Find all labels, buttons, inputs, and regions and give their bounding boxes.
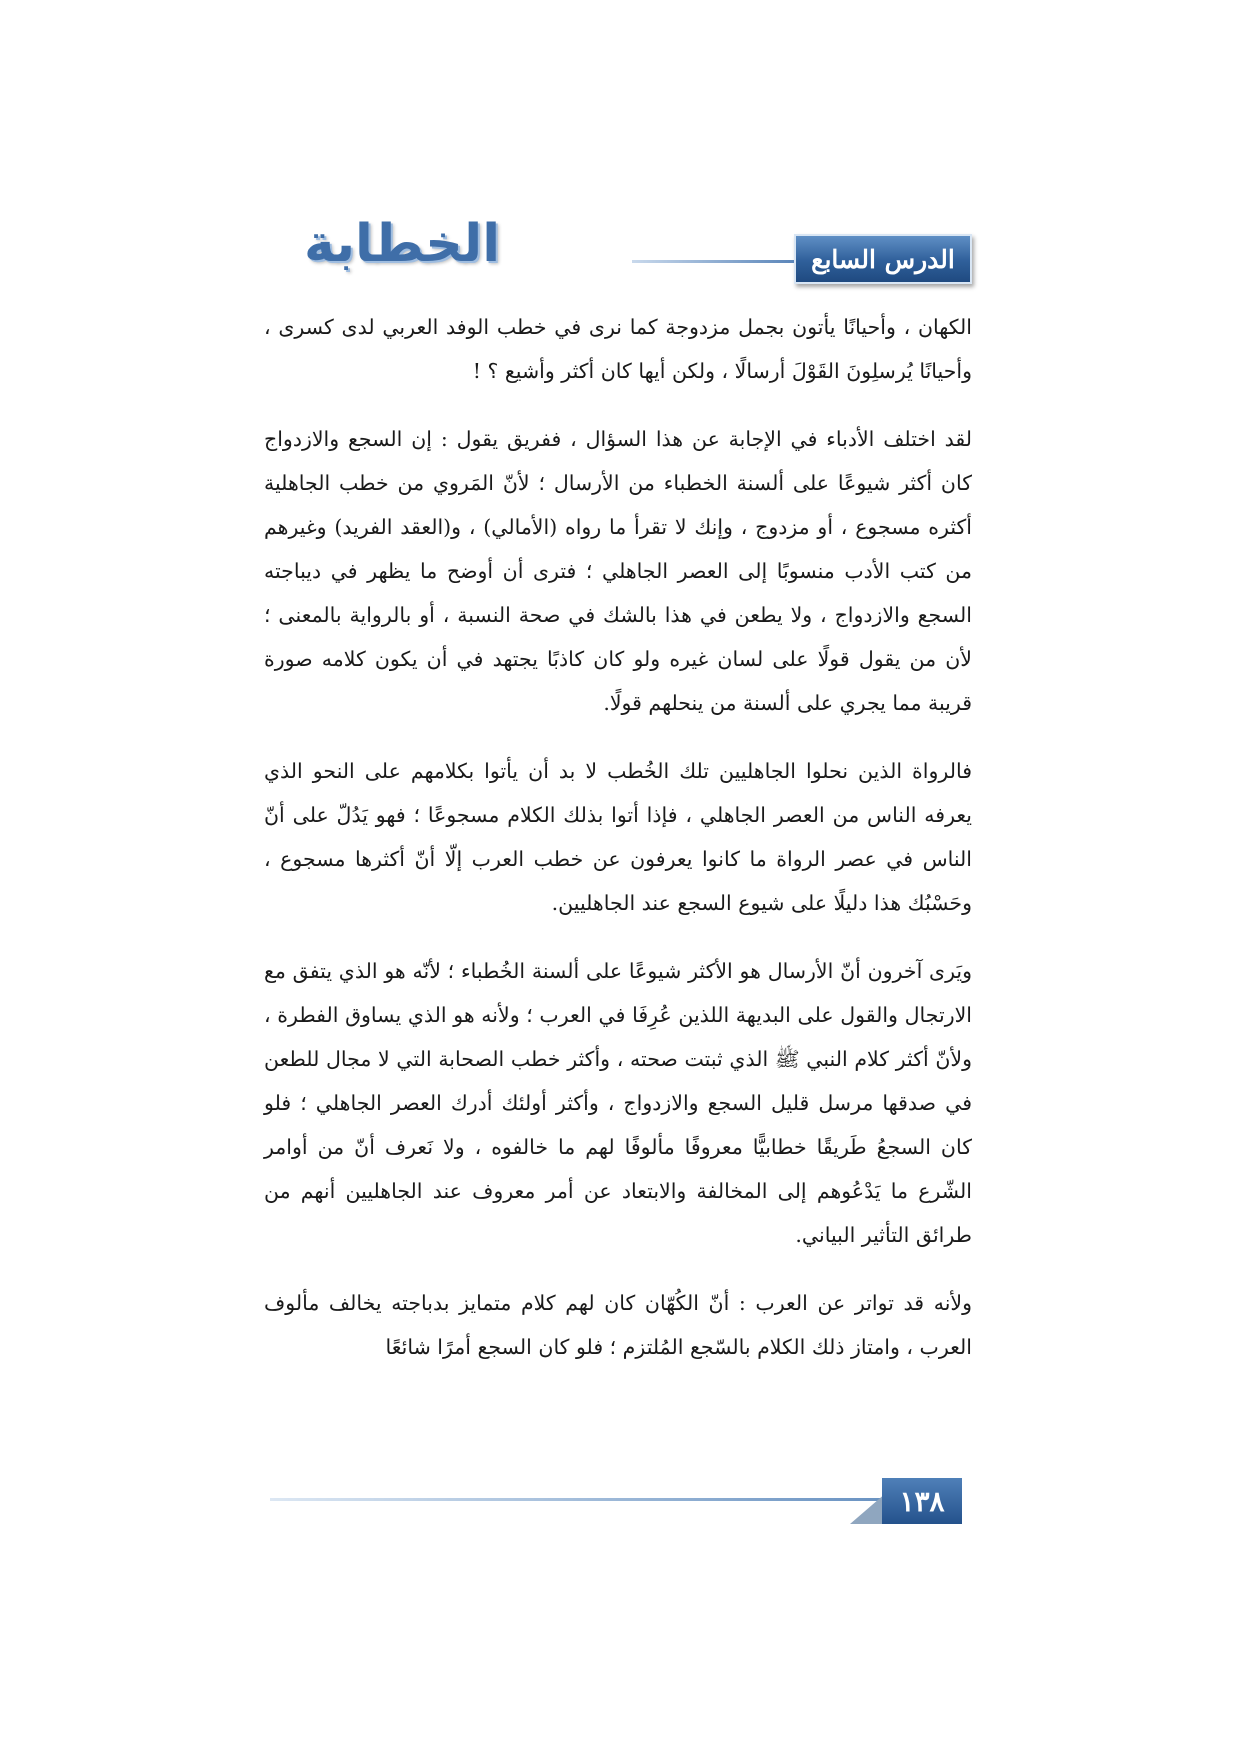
paragraph-3: فالرواة الذين نحلوا الجاهليين تلك الخُطب لا بد أن يأتوا بكلامهم على النحو الذي يعرفه الناس من العصر الجاهلي ، فإذا أتوا بذلك الكلام مسجوعًا ؛ فهو يَدُلّ على أنّ الناس في عصر الرواة ما كانوا يعرفون عن خطب العرب إلّا أنّ أكثرها مسجوع ، وحَسْبُك هذا دليلًا على شيوع السجع عند الجاهليين. [264, 759, 972, 915]
page-footer [270, 1478, 970, 1528]
paragraph-4: ويَرى آخرون أنّ الأرسال هو الأكثر شيوعًا على ألسنة الخُطباء ؛ لأنّه هو الذي يتفق مع الارتجال والقول على البديهة اللذين عُرِفَا في العرب ؛ ولأنه هو الذي يساوق الفطرة ، ولأنّ أكثر كلام النبي ﷺ الذي ثبتت صحته ، وأكثر خطب الصحابة التي لا مجال للطعن في صدقها مرسل قليل السجع والازدواج ، وأكثر أولئك أدرك العصر الجاهلي ؛ فلو كان السجعُ طَريقًا خطابيًّا معروفًا مألوفًا لهم ما خالفوه ، ولا نَعرف أنّ من أوامر الشّرع ما يَدْعُوهم إلى المخالفة والابتعاد عن أمر معروف عند الجاهليين أنهم من طرائق التأثير البياني. [264, 959, 973, 1247]
chapter-title: الخطابة [303, 214, 501, 274]
page-number: ١٣٨ [882, 1478, 962, 1524]
paragraph-1: الكهان ، وأحيانًا يأتون بجمل مزدوجة كما نرى في خطب الوفد العربي لدى كسرى ، وأحيانًا يُرسلِونَ القَوْلَ أرسالًا ، ولكن أيها كان أكثر وأشيع ؟ ! [264, 315, 972, 383]
footer-divider [270, 1498, 880, 1501]
page-body [264, 305, 972, 1393]
header-divider [632, 260, 794, 263]
paragraph-5: ولأنه قد تواتر عن العرب : أنّ الكُهّان كان لهم كلام متمايز بدباجته يخالف مألوف العرب ، وامتاز ذلك الكلام بالسّجع المُلتزم ؛ فلو كان السجع أمرًا شائعًا [264, 1291, 972, 1359]
lesson-badge: الدرس السابع [794, 234, 972, 284]
paragraph-2: لقد اختلف الأدباء في الإجابة عن هذا السؤال ، ففريق يقول : إن السجع والازدواج كان أكثر شيوعًا على ألسنة الخطباء من الأرسال ؛ لأنّ المَروي من خطب الجاهلية أكثره مسجوع ، أو مزدوج ، وإنك لا تقرأ ما رواه (الأمالي) ، و(العقد الفريد) وغيرهم من كتب الأدب منسوبًا إلى العصر الجاهلي ؛ فترى أن أوضح ما يظهر في ديباجته السجع والازدواج ، ولا يطعن في هذا بالشك في صحة النسبة ، أو بالرواية بالمعنى ؛ لأن من يقول قولًا على لسان غيره ولو كان كاذبًا يجتهد في أن يكون كلامه صورة قريبة مما يجري على ألسنة من ينحلهم قولًا. [264, 427, 972, 715]
page-header [262, 214, 972, 290]
